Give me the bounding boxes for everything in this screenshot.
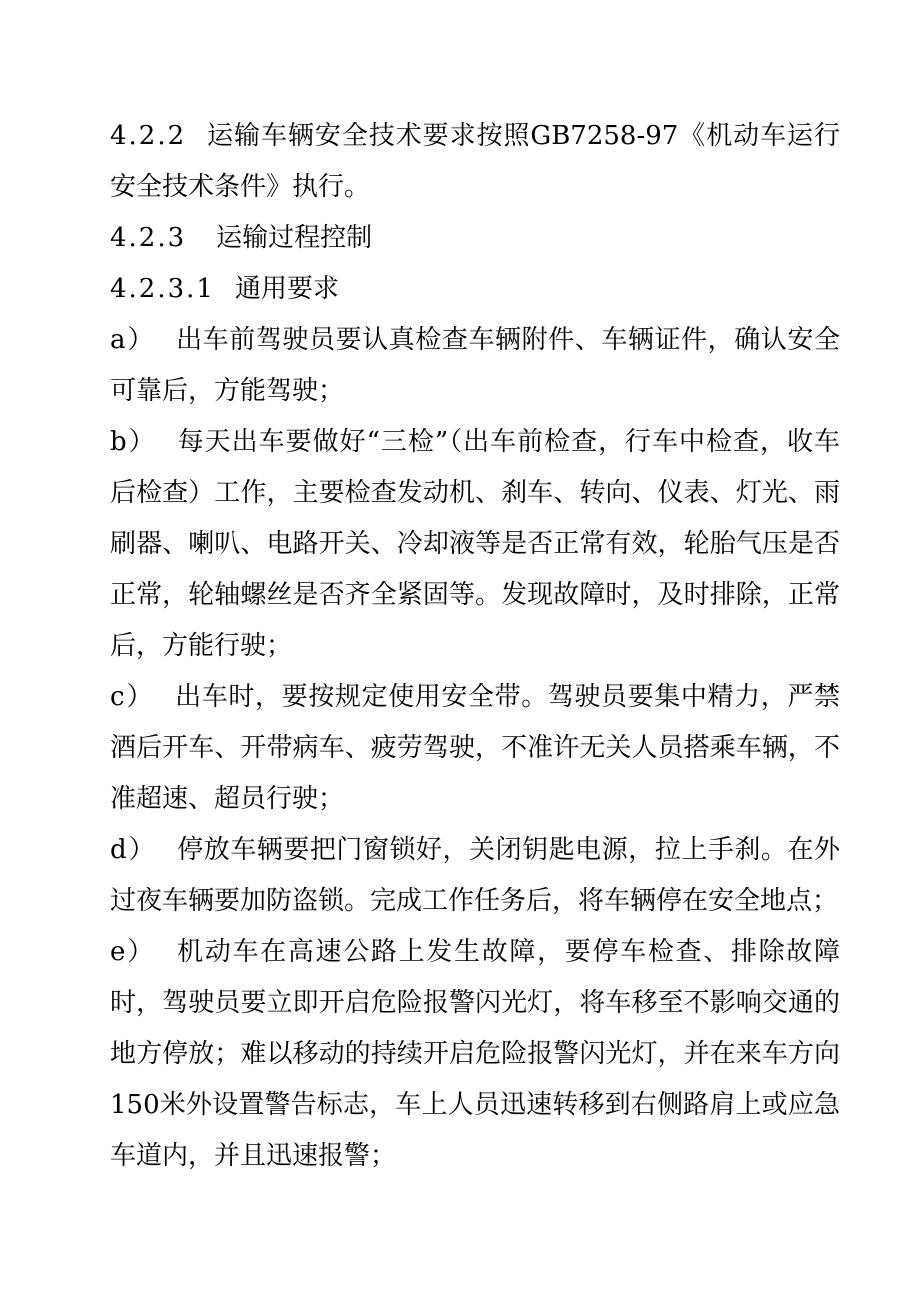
section-text: 运输车辆安全技术要求按照GB7258-97《机动车运行安全技术条件》执行。	[110, 121, 840, 202]
list-marker: c）	[110, 682, 155, 712]
section-number: 4.2.3.1	[110, 274, 215, 304]
section-heading: 运输过程控制	[216, 223, 373, 253]
list-item-d	[110, 825, 840, 927]
list-item-b	[110, 417, 840, 672]
section-4-2-3	[110, 213, 840, 264]
list-item-text: 机动车在高速公路上发生故障，要停车检查、排除故障时，驾驶员要立即开启危险报警闪光灯，将车移至不影响交通的地方停放；难以移动的持续开启危险报警闪光灯，并在来车方向150米外设置警告标志，车上人员迅速转移到右侧路肩上或应急车道内，并且迅速报警；	[110, 937, 840, 1171]
list-item-text: 每天出车要做好“三检”（出车前检查，行车中检查，收车后检查）工作，主要检查发动机、刹车、转向、仪表、灯光、雨刷器、喇叭、电路开关、冷却液等是否正常有效，轮胎气压是否正常，轮轴螺丝是否齐全紧固等。发现故障时，及时排除，正常后，方能行驶；	[110, 427, 840, 661]
list-item-a	[110, 315, 840, 417]
list-item-text: 停放车辆要把门窗锁好，关闭钥匙电源，拉上手刹。在外过夜车辆要加防盗锁。完成工作任务后，将车辆停在安全地点；	[110, 835, 840, 916]
section-number: 4.2.2	[110, 121, 187, 151]
section-number: 4.2.3	[110, 223, 187, 253]
list-item-text: 出车前驾驶员要认真检查车辆附件、车辆证件，确认安全可靠后，方能驾驶；	[110, 325, 840, 406]
list-item-c	[110, 672, 840, 825]
list-marker: e）	[110, 937, 156, 967]
section-4-2-2	[110, 111, 840, 213]
section-heading: 通用要求	[234, 274, 339, 304]
list-item-text: 出车时，要按规定使用安全带。驾驶员要集中精力，严禁酒后开车、开带病车、疲劳驾驶，不准许无关人员搭乘车辆，不准超速、超员行驶；	[110, 682, 840, 814]
document-body	[110, 111, 840, 1182]
section-4-2-3-1	[110, 264, 840, 315]
list-marker: a）	[110, 325, 156, 355]
list-marker: b）	[110, 427, 157, 457]
list-item-e	[110, 927, 840, 1182]
list-marker: d）	[110, 835, 157, 865]
